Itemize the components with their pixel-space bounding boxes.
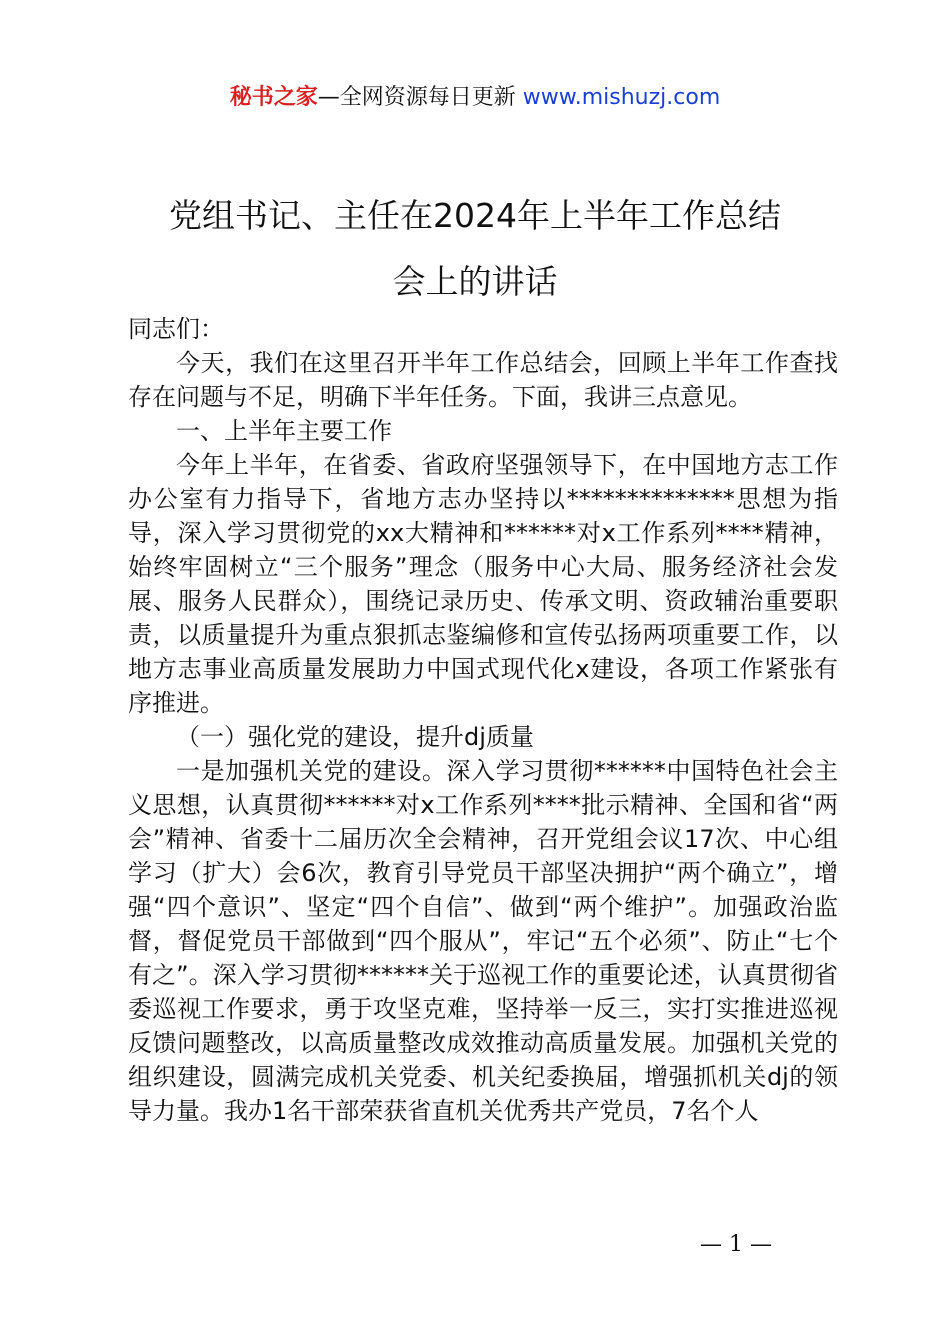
paragraph-intro: 今天，我们在这里召开半年工作总结会，回顾上半年工作查找存在问题与不足，明确下半年任务。下面，我讲三点意见。 [128, 349, 838, 411]
site-header [0, 80, 950, 111]
site-url-link[interactable]: www.mishuzj.com [522, 85, 721, 110]
document-title-line-1: 党组书记、主任在2024年上半年工作总结 [169, 196, 781, 235]
paragraph-summary: 今年上半年，在省委、省政府坚强领导下，在中国地方志工作办公室有力指导下，省地方志办坚持以**************思想为指导，深入学习贯彻党的xx大精神和******对x工作系列****精神，始终牢固树立“三个服务”理念（服务中心大局、服务经济社会发展、服务人民群众），围绕记录历史、传承文明、资政辅治重要职责，以质量提升为重点狠抓志鉴编修和宣传弘扬两项重要工作，以地方志事业高质量发展助力中国式现代化x建设，各项工作紧张有序推进。 [128, 451, 838, 717]
section-heading-1: 一、上半年主要工作 [176, 417, 392, 445]
document-body [128, 312, 838, 1128]
document-title-line-2: 会上的讲话 [392, 262, 558, 301]
site-tagline: —全网资源每日更新 [317, 85, 523, 110]
salutation: 同志们： [128, 315, 224, 343]
site-brand: 秘书之家 [229, 85, 318, 110]
page-number: — 1 — [700, 1232, 772, 1257]
subsection-heading-1: （一）强化党的建设，提升dj质量 [176, 723, 534, 751]
paragraph-party-building: 一是加强机关党的建设。深入学习贯彻******中国特色社会主义思想，认真贯彻******对x工作系列****批示精神、全国和省“两会”精神、省委十二届历次全会精神，召开党组会议17次、中心组学习（扩大）会6次，教育引导党员干部坚决拥护“两个确立”，增强“四个意识”、坚定“四个自信”、做到“两个维护”。加强政治监督，督促党员干部做到“四个服从”，牢记“五个必须”、防止“七个有之”。深入学习贯彻******关于巡视工作的重要论述，认真贯彻省委巡视工作要求，勇于攻坚克难，坚持举一反三，实打实推进巡视反馈问题整改，以高质量整改成效推动高质量发展。加强机关党的组织建设，圆满完成机关党委、机关纪委换届，增强抓机关dj的领导力量。我办1名干部荣获省直机关优秀共产党员，7名个人 [128, 757, 838, 1125]
